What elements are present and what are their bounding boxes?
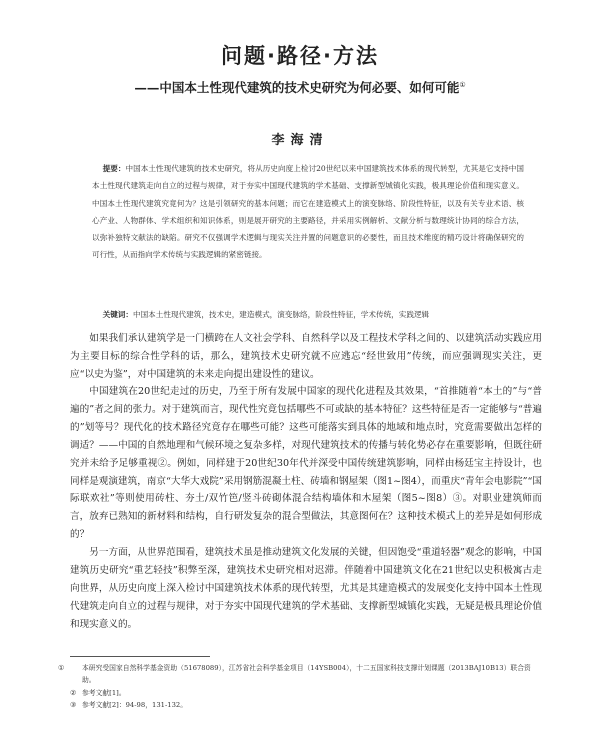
author-name: 李海清: [271, 133, 329, 148]
footnote-divider: [70, 656, 210, 657]
subtitle-text: ——中国本土性现代建筑的技术史研究为何必要、如何可能: [134, 80, 460, 95]
footnote-3: [70, 699, 542, 711]
body-paragraph-2: 中国建筑在20世纪走过的历史，乃至于所有发展中国家的现代化进程及其效果，“首推随着“本土的”与“普遍的”者之间的张力。对于建筑而言，现代性究竟包括哪些不可或缺的基本特征？这些特征是否一定能够与“普遍的”划等号？现代化的技术路径究竟存在哪些可能？这些可能落实到具体的地域和地点时，究竟需要做出怎样的调适？——中国的自然地理和气候环境之复杂多样，对现代建筑技术的传播与转化势必存在重要影响，但既往研究并未给予足够重视②。例如，同样建于20世纪30年代并深受中国传统建筑影响，同样由杨廷宝主持设计，也同样是观演建筑，南京“大华大戏院”采用钢筋混凝土柱、砖墙和钢屋架（图1~图4），而重庆“青年会电影院”“国际联欢社”等则使用砖柱、夯土/双竹笆/竖斗砖砌体混合结构墙体和木屋架（图5~图8）③。对职业建筑师而言，放弃已熟知的新材料和结构，自行研发复杂的混合型做法，其意图何在？这种技术模式上的差异是如何形成的？: [70, 386, 542, 541]
footnote-2: [70, 687, 542, 699]
footnote-2-text: 参考文献[1]。: [82, 688, 126, 697]
body-paragraph-1: 如果我们承认建筑学是一门横跨在人文社会学科、自然科学以及工程技术学科之间的、以建筑活动实践应用为主要目标的综合性学科的话，那么，建筑技术史研究就不应逃忘“经世致用”传统，而应强调现实关注，更应“以史为鉴”，对中国建筑的未来走向提出建设性的建议。: [70, 333, 542, 380]
footnote-2-mark: ②: [70, 688, 77, 697]
subtitle-footnote-mark: ①: [459, 80, 466, 89]
footnote-3-mark: ③: [70, 701, 77, 710]
keywords-label: 关键词：: [102, 310, 133, 319]
body-paragraph-3: 另一方面，从世界范围看，建筑技术虽是推动建筑文化发展的关键，但因饱受“重道轻器”观念的影响，中国建筑历史研究“重艺轻技”积弊至深，建筑技术史研究相对迟滞。伴随着中国建筑文化在21世纪以史积极寓古走向世界，从历史向度上深入检讨中国建筑技术体系的现代转型，尤其是其建造模式的发展变化支持中国本土性现代建筑走向自立的过程与规律，对于夯实中国现代建筑的学术基础、支撑新型城镇化实践，无疑是极具理论价值和现实意义的。: [70, 547, 542, 630]
footnote-1-text: 本研究受国家自然科学基金资助（51678089），江苏省社会科学基金项目（14YSB004），十二五国家科技支撑计划课题（2013BAJ10B13）联合资助。: [82, 664, 531, 685]
keywords-text: 中国本土性现代建筑，技术史，建造模式，演变脉络，阶段性特征，学术传统，实践逻辑: [133, 310, 430, 319]
footnote-1-mark: ①: [58, 664, 65, 672]
paper-subtitle: [0, 78, 600, 96]
footnote-3-text: 参考文献[2]：94-98，131-132。: [82, 701, 188, 710]
keywords: [92, 307, 524, 322]
paper-title: 问题·路径·方法: [221, 44, 379, 68]
abstract-text: 中国本土性现代建筑的技术史研究，将从历史向度上检讨20世纪以来中国建筑技术体系的现代转型，尤其是它支持中国本土性现代建筑走向自立的过程与规律，对于夯实中国现代建筑的学术基础、支撑新型城镇化实践，极具理论价值和现实意义。中国本土性现代建筑究竟何为？这是引领研究的基本问题；而它在建造模式上的演变脉络、阶段性特征，以及有关专业术语、核心产业、人物群体、学术组织和知识体系，则是展开研究的主要路径，并采用实例解析、文献分析与数理统计协同的综合方法，以弥补独特文献法的缺陷。研究不仅强调学术逻辑与现实关注并置的问题意识的必要性，而且技术维度的精巧设计将确保研究的可行性，从而指向学术传统与实践逻辑的紧密链接。: [92, 164, 524, 260]
footnote-1: [58, 662, 542, 687]
footnotes: [58, 662, 542, 712]
abstract-label: 提要：: [102, 164, 126, 173]
abstract: [92, 160, 524, 264]
